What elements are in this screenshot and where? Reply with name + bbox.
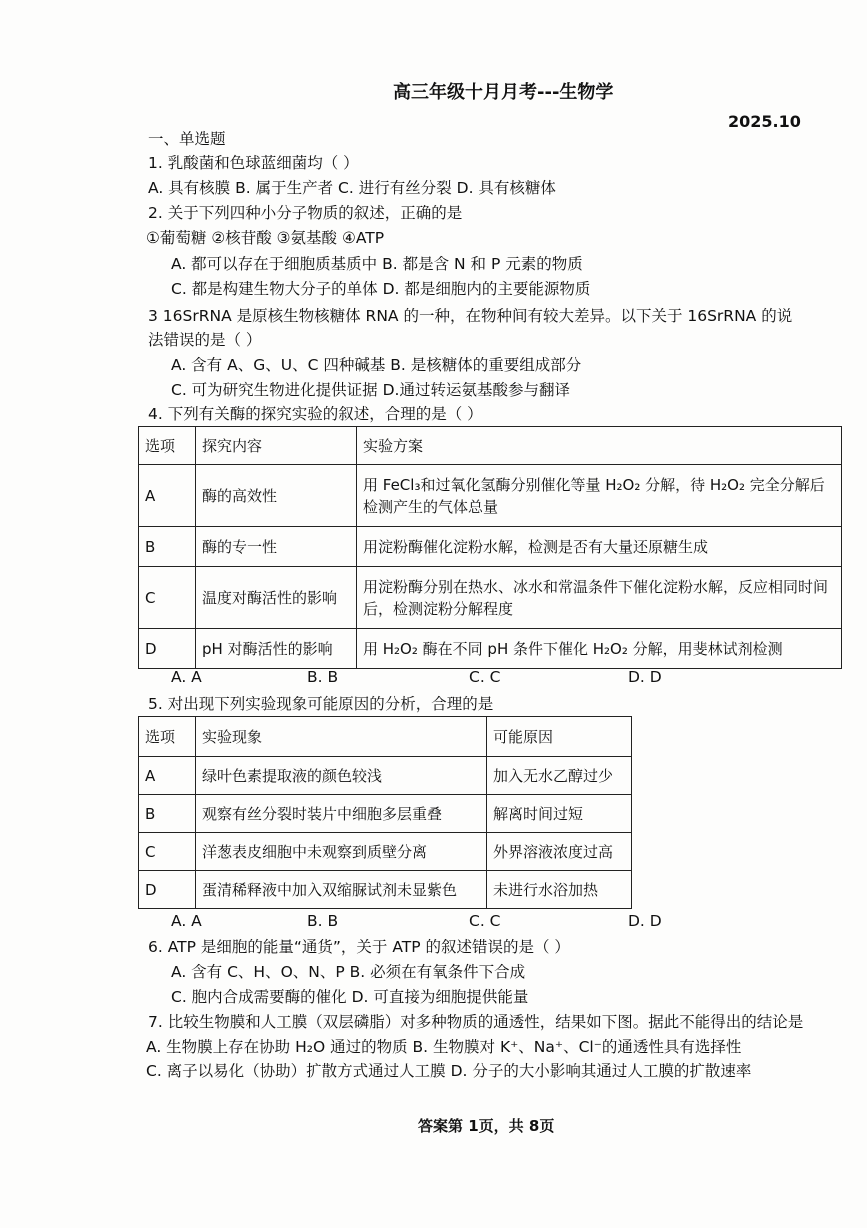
- q1-stem: 1. 乳酸菌和色球蓝细菌均（ ）: [148, 154, 359, 172]
- table-cell: 外界溶液浓度过高: [487, 833, 632, 871]
- answer-option: C. C: [469, 668, 501, 686]
- table-header-row: [139, 717, 632, 757]
- q6-options-cd: C. 胞内合成需要酶的催化 D. 可直接为细胞提供能量: [171, 988, 529, 1006]
- table-cell: 用淀粉酶催化淀粉水解，检测是否有大量还原糖生成: [357, 527, 842, 567]
- q4-stem: 4. 下列有关酶的探究实验的叙述，合理的是（ ）: [148, 405, 483, 423]
- table-cell: C: [139, 567, 196, 629]
- table-cell: B: [139, 795, 196, 833]
- answer-option: B. B: [307, 912, 339, 930]
- q5-table: [138, 716, 632, 909]
- table-header-row: [139, 427, 842, 465]
- answer-option: A. A: [171, 912, 202, 930]
- answer-option: B. B: [307, 668, 339, 686]
- page-title: 高三年级十月月考---生物学: [393, 82, 614, 103]
- table-cell: 洋葱表皮细胞中未观察到质壁分离: [196, 833, 487, 871]
- table-cell: 温度对酶活性的影响: [196, 567, 357, 629]
- table-cell: 酶的高效性: [196, 465, 357, 527]
- answer-option: A. A: [171, 668, 202, 686]
- table-row: [139, 629, 842, 669]
- table-header-cell: 可能原因: [487, 717, 632, 757]
- q3-stem-line1: 3 16SrRNA 是原核生物核糖体 RNA 的一种，在物种间有较大差异。以下关于 16SrRNA 的说: [148, 307, 793, 325]
- table-cell: 观察有丝分裂时装片中细胞多层重叠: [196, 795, 487, 833]
- table-row: [139, 465, 842, 527]
- table-cell: 绿叶色素提取液的颜色较浅: [196, 757, 487, 795]
- q3-stem-line2: 法错误的是（ ）: [148, 331, 262, 349]
- table-cell: 用 H₂O₂ 酶在不同 pH 条件下催化 H₂O₂ 分解，用斐林试剂检测: [357, 629, 842, 669]
- table-cell: B: [139, 527, 196, 567]
- q3-options-ab: A. 含有 A、G、U、C 四种碱基 B. 是核糖体的重要组成部分: [171, 356, 582, 374]
- q5-answer-options: [171, 912, 771, 934]
- table-cell: 解离时间过短: [487, 795, 632, 833]
- q7-options-ab: A. 生物膜上存在协助 H₂O 通过的物质 B. 生物膜对 K⁺、Na⁺、Cl⁻的通透性具有选择性: [146, 1038, 742, 1056]
- q3-options-cd: C. 可为研究生物进化提供证据 D.通过转运氨基酸参与翻译: [171, 381, 570, 399]
- table-header-cell: 选项: [139, 427, 196, 465]
- answer-option: D. D: [628, 668, 662, 686]
- q1-options: A. 具有核膜 B. 属于生产者 C. 进行有丝分裂 D. 具有核糖体: [148, 179, 556, 197]
- table-cell: 加入无水乙醇过少: [487, 757, 632, 795]
- table-cell: D: [139, 871, 196, 909]
- q5-stem: 5. 对出现下列实验现象可能原因的分析，合理的是: [148, 695, 494, 713]
- table-header-cell: 探究内容: [196, 427, 357, 465]
- q2-options-ab: A. 都可以存在于细胞质基质中 B. 都是含 N 和 P 元素的物质: [171, 255, 583, 273]
- exam-date: 2025.10: [728, 112, 801, 131]
- table-header-cell: 实验现象: [196, 717, 487, 757]
- table-row: [139, 567, 842, 629]
- table-row: [139, 795, 632, 833]
- table-cell: 蛋清稀释液中加入双缩脲试剂未显紫色: [196, 871, 487, 909]
- q6-options-ab: A. 含有 C、H、O、N、P B. 必须在有氧条件下合成: [171, 963, 526, 981]
- table-row: [139, 833, 632, 871]
- q2-options-cd: C. 都是构建生物大分子的单体 D. 都是细胞内的主要能源物质: [171, 280, 591, 298]
- q4-answer-options: [171, 668, 771, 690]
- table-header-cell: 选项: [139, 717, 196, 757]
- table-cell: 未进行水浴加热: [487, 871, 632, 909]
- table-cell: A: [139, 757, 196, 795]
- q2-items: ①葡萄糖 ②核苷酸 ③氨基酸 ④ATP: [146, 229, 385, 247]
- table-row: [139, 527, 842, 567]
- answer-option: C. C: [469, 912, 501, 930]
- table-cell: 用 FeCl₃和过氧化氢酶分别催化等量 H₂O₂ 分解，待 H₂O₂ 完全分解后检测产生的气体总量: [357, 465, 842, 527]
- q7-options-cd: C. 离子以易化（协助）扩散方式通过人工膜 D. 分子的大小影响其通过人工膜的扩散速率: [146, 1062, 752, 1080]
- table-row: [139, 757, 632, 795]
- table-cell: D: [139, 629, 196, 669]
- table-header-cell: 实验方案: [357, 427, 842, 465]
- section-heading: 一、单选题: [148, 130, 226, 148]
- page-footer: 答案第 1页，共 8页: [418, 1117, 555, 1135]
- table-cell: C: [139, 833, 196, 871]
- table-cell: pH 对酶活性的影响: [196, 629, 357, 669]
- table-cell: 酶的专一性: [196, 527, 357, 567]
- q6-stem: 6. ATP 是细胞的能量“通货”，关于 ATP 的叙述错误的是（ ）: [148, 938, 570, 956]
- table-cell: 用淀粉酶分别在热水、冰水和常温条件下催化淀粉水解，反应相同时间后，检测淀粉分解程度: [357, 567, 842, 629]
- answer-option: D. D: [628, 912, 662, 930]
- q2-stem: 2. 关于下列四种小分子物质的叙述，正确的是: [148, 204, 463, 222]
- table-cell: A: [139, 465, 196, 527]
- q7-stem: 7. 比较生物膜和人工膜（双层磷脂）对多种物质的通透性，结果如下图。据此不能得出的结论是: [148, 1013, 804, 1031]
- table-row: [139, 871, 632, 909]
- q4-table: [138, 426, 842, 669]
